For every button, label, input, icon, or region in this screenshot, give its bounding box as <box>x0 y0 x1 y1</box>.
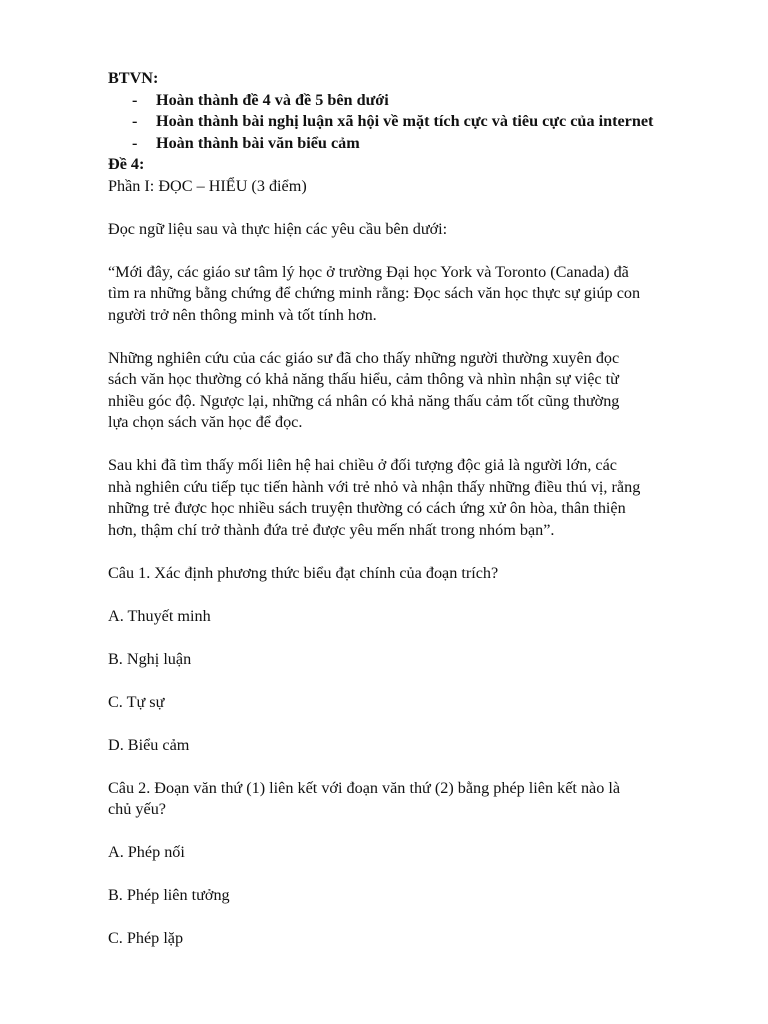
reading-instruction: Đọc ngữ liệu sau và thực hiện các yêu cầu bên dưới: <box>108 219 448 238</box>
question-2-option-b: B. Phép liên tưởng <box>108 886 230 904</box>
passage-line: người trở nên thông minh và tốt tính hơn. <box>108 305 377 324</box>
question-1-option-b: B. Nghị luận <box>108 649 192 668</box>
passage-paragraph-3 <box>108 455 698 541</box>
question-2-option-c: C. Phép lặp <box>108 929 184 947</box>
btvn-task-item <box>108 111 698 133</box>
btvn-task-item <box>108 90 698 112</box>
passage-line: sách văn học thường có khả năng thấu hiểu, cảm thông và nhìn nhận sự việc từ <box>108 370 619 388</box>
btvn-task-text: Hoàn thành bài nghị luận xã hội về mặt tích cực và tiêu cực của internet <box>156 112 654 130</box>
part-title: Phần I: ĐỌC – HIỂU (3 điểm) <box>108 176 307 195</box>
question-2-line: Câu 2. Đoạn văn thứ (1) liên kết với đoạn văn thứ (2) bằng phép liên kết nào là <box>108 778 621 797</box>
passage-line: tìm ra những bằng chứng để chứng minh rằng: Đọc sách văn học thực sự giúp con <box>108 284 641 302</box>
question-1-option-c: C. Tự sự <box>108 692 165 711</box>
question-1-option-d: D. Biểu cảm <box>108 735 190 754</box>
passage-paragraph-2 <box>108 348 698 434</box>
question-2 <box>108 778 698 821</box>
question-2-line: chủ yếu? <box>108 800 166 818</box>
question-1-option-a: A. Thuyết minh <box>108 606 211 625</box>
passage-line: nhiều góc độ. Ngược lại, những cá nhân có khả năng thấu cảm tốt cũng thường <box>108 391 620 410</box>
bullet-dash: - <box>132 112 138 130</box>
passage-paragraph-1 <box>108 262 698 327</box>
passage-line: Những nghiên cứu của các giáo sư đã cho thấy những người thường xuyên đọc <box>108 348 620 367</box>
btvn-task-text: Hoàn thành bài văn biểu cảm <box>156 133 360 152</box>
document-page <box>108 68 698 950</box>
passage-line: những trẻ được học nhiều sách truyện thường có cách ứng xử ôn hòa, thân thiện <box>108 499 626 517</box>
btvn-task-text: Hoàn thành đề 4 và đề 5 bên dưới <box>156 90 389 109</box>
passage-line: nhà nghiên cứu tiếp tục tiến hành với trẻ nhỏ và nhận thấy những điều thú vị, rằng <box>108 477 641 496</box>
bullet-dash: - <box>132 90 138 109</box>
passage-line: Sau khi đã tìm thấy mối liên hệ hai chiều ở đối tượng độc giả là người lớn, các <box>108 456 617 474</box>
passage-line: hơn, thậm chí trở thành đứa trẻ được yêu mến nhất trong nhóm bạn”. <box>108 520 555 539</box>
exam-heading: Đề 4: <box>108 155 145 173</box>
passage-line: “Mới đây, các giáo sư tâm lý học ở trường Đại học York và Toronto (Canada) đã <box>108 262 629 281</box>
btvn-task-item <box>108 133 698 155</box>
question-1: Câu 1. Xác định phương thức biểu đạt chính của đoạn trích? <box>108 563 499 582</box>
btvn-heading: BTVN: <box>108 69 159 87</box>
question-2-option-a: A. Phép nối <box>108 843 185 861</box>
bullet-dash: - <box>132 133 138 152</box>
passage-line: lựa chọn sách văn học để đọc. <box>108 413 303 431</box>
btvn-task-list <box>108 90 698 155</box>
